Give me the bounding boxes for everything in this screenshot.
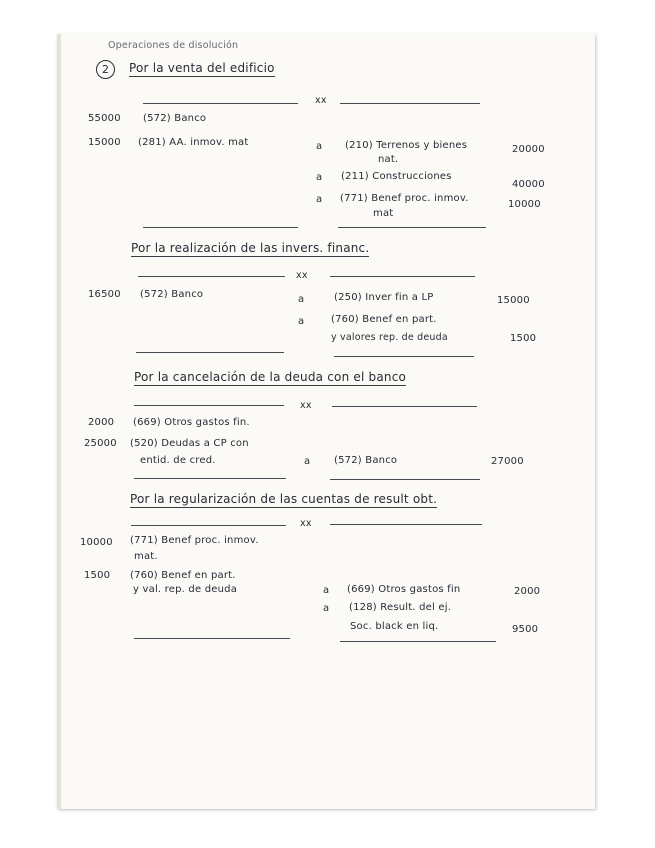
debit-account: (572) Banco — [140, 289, 204, 300]
credit-amount: 15000 — [497, 295, 530, 306]
separator-right — [340, 103, 480, 104]
credit-account: (760) Benef en part. — [331, 314, 437, 325]
credit-account-cont: mat — [373, 208, 394, 219]
credit-account: (210) Terrenos y bienes — [345, 140, 468, 151]
entry-close-line — [134, 638, 290, 639]
credit-a-marker: a — [323, 603, 330, 614]
debit-amount: 25000 — [84, 438, 117, 449]
credit-a-marker: a — [323, 585, 330, 596]
debit-amount: 1500 — [84, 570, 111, 581]
credit-amount: 27000 — [491, 456, 524, 467]
debit-account-cont: mat. — [134, 551, 158, 562]
debit-amount: 10000 — [80, 537, 113, 548]
credit-account-cont: y valores rep. de deuda — [331, 332, 448, 343]
debit-account: (669) Otros gastos fin. — [133, 417, 250, 428]
debit-account: (572) Banco — [143, 113, 207, 124]
credit-amount: 9500 — [512, 624, 539, 635]
entry3-title: Por la cancelación de la deuda con el banco — [134, 370, 407, 384]
debit-account-cont: entid. de cred. — [140, 455, 216, 466]
credit-a-marker: a — [316, 194, 323, 205]
debit-amount: 2000 — [88, 417, 115, 428]
debit-amount: 16500 — [88, 289, 121, 300]
credit-account: (771) Benef proc. inmov. — [340, 193, 469, 204]
credit-a-marker: a — [304, 456, 311, 467]
entry-close-line — [143, 227, 298, 228]
credit-account: (250) Inver fin a LP — [334, 292, 434, 303]
separator-mark: xx — [315, 95, 327, 106]
separator-left — [134, 405, 284, 406]
paper-edge — [57, 34, 61, 809]
credit-amount: 2000 — [514, 586, 541, 597]
credit-amount: 20000 — [512, 144, 545, 155]
section-number: 2 — [96, 60, 115, 79]
credit-account: (211) Construcciones — [341, 171, 452, 182]
debit-amount: 15000 — [88, 137, 121, 148]
debit-account-cont: y val. rep. de deuda — [133, 584, 238, 595]
entry-close-line — [134, 478, 286, 479]
entry-close-line — [136, 352, 284, 353]
separator-mark: xx — [300, 400, 312, 411]
credit-a-marker: a — [298, 294, 305, 305]
entry-close-line — [334, 356, 474, 357]
entry-close-line — [330, 479, 480, 480]
debit-account: (771) Benef proc. inmov. — [130, 535, 259, 546]
separator-right — [330, 276, 475, 277]
entry2-title: Por la realización de las invers. financ. — [131, 241, 370, 255]
entry-close-line — [338, 227, 486, 228]
debit-account: (760) Benef en part. — [130, 570, 236, 581]
credit-account-cont: nat. — [378, 154, 399, 165]
credit-a-marker: a — [298, 316, 305, 327]
separator-left — [143, 103, 298, 104]
credit-a-marker: a — [316, 141, 323, 152]
topic-heading: Operaciones de disolución — [108, 40, 239, 51]
credit-account: (669) Otros gastos fin — [347, 584, 461, 595]
separator-left — [131, 525, 286, 526]
entry4-title: Por la regularización de las cuentas de result obt. — [130, 492, 438, 506]
entry1-title: Por la venta del edificio — [129, 61, 275, 75]
separator-right — [332, 406, 477, 407]
entry-close-line — [340, 641, 496, 642]
credit-amount: 10000 — [508, 199, 541, 210]
debit-account: (281) AA. inmov. mat — [138, 137, 249, 148]
credit-amount: 40000 — [512, 179, 545, 190]
credit-account-cont: Soc. black en liq. — [350, 621, 439, 632]
separator-left — [138, 276, 285, 277]
debit-account: (520) Deudas a CP con — [130, 438, 249, 449]
credit-account: (572) Banco — [334, 455, 398, 466]
credit-a-marker: a — [316, 172, 323, 183]
separator-mark: xx — [296, 270, 308, 281]
separator-mark: xx — [300, 518, 312, 529]
debit-amount: 55000 — [88, 113, 121, 124]
credit-account: (128) Result. del ej. — [349, 602, 452, 613]
credit-amount: 1500 — [510, 333, 537, 344]
separator-right — [330, 524, 482, 525]
